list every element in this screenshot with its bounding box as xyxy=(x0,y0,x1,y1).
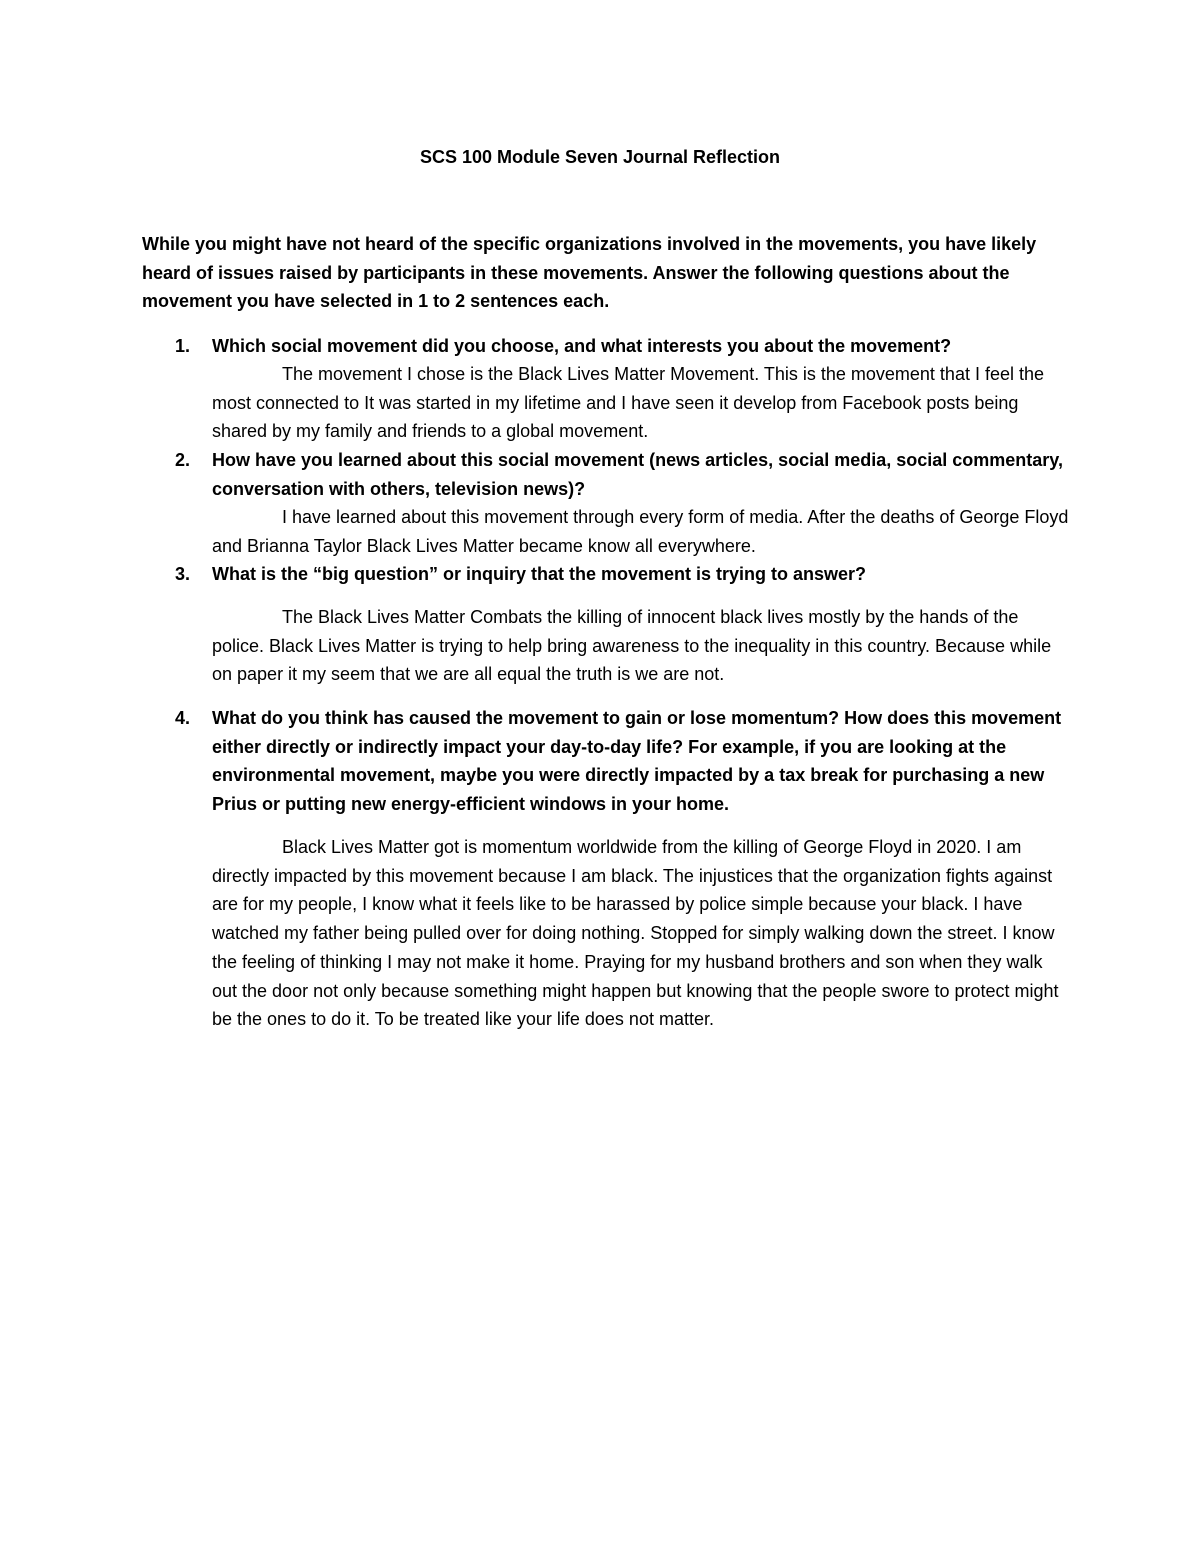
question-number: 1. xyxy=(175,336,191,356)
question-text: What do you think has caused the movement to gain or lose momentum? How does this movement either directly or indirectly impact your day-to-day life? For example, if you are looking at the environmental movement, maybe you were directly impacted by a tax break for purchasing a new Prius or putting new energy-efficient windows in your home. xyxy=(212,708,1062,815)
question-text: How have you learned about this social movement (news articles, social media, social commentary, conversation with others, television news)? xyxy=(212,450,1063,499)
question-text: What is the “big question” or inquiry that the movement is trying to answer? xyxy=(212,564,867,584)
answer-paragraph-2: I have learned about this movement through every form of media. After the deaths of George Floyd and Brianna Taylor Black Lives Matter became know all everywhere. xyxy=(212,507,1069,556)
question-text: Which social movement did you choose, and what interests you about the movement? xyxy=(212,336,952,356)
question-number: 3. xyxy=(175,564,191,584)
intro-paragraph: While you might have not heard of the specific organizations involved in the movements, you have likely heard of issues raised by participants in these movements. Answer the following questions about the movement you have selected in 1 to 2 sentences each. xyxy=(142,234,1037,312)
answer-paragraph-1: The movement I chose is the Black Lives Matter Movement. This is the movement that I feel the most connected to It was started in my lifetime and I have seen it develop from Facebook posts being shared by my family and friends to a global movement. xyxy=(212,364,1045,442)
answer-paragraph-4: Black Lives Matter got is momentum worldwide from the killing of George Floyd in 2020. I am directly impacted by this movement because I am black. The injustices that the organization fights against are for my people, I know what it feels like to be harassed by police simple because your black. I have watched my father being pulled over for doing nothing. Stopped for simply walking down the street. I know the feeling of thinking I may not make it home. Praying for my husband brothers and son when they walk out the door not only because something might happen but knowing that the people swore to protect might be the ones to do it. To be treated like your life does not matter. xyxy=(212,837,1059,1030)
question-number: 4. xyxy=(175,708,191,728)
document-title: SCS 100 Module Seven Journal Reflection xyxy=(419,147,781,167)
answer-paragraph-3: The Black Lives Matter Combats the killing of innocent black lives mostly by the hands of the police. Black Lives Matter is trying to help bring awareness to the inequality in this country. Because while on paper it my seem that we are all equal the truth is we are not. xyxy=(212,607,1052,685)
question-number: 2. xyxy=(175,450,191,470)
